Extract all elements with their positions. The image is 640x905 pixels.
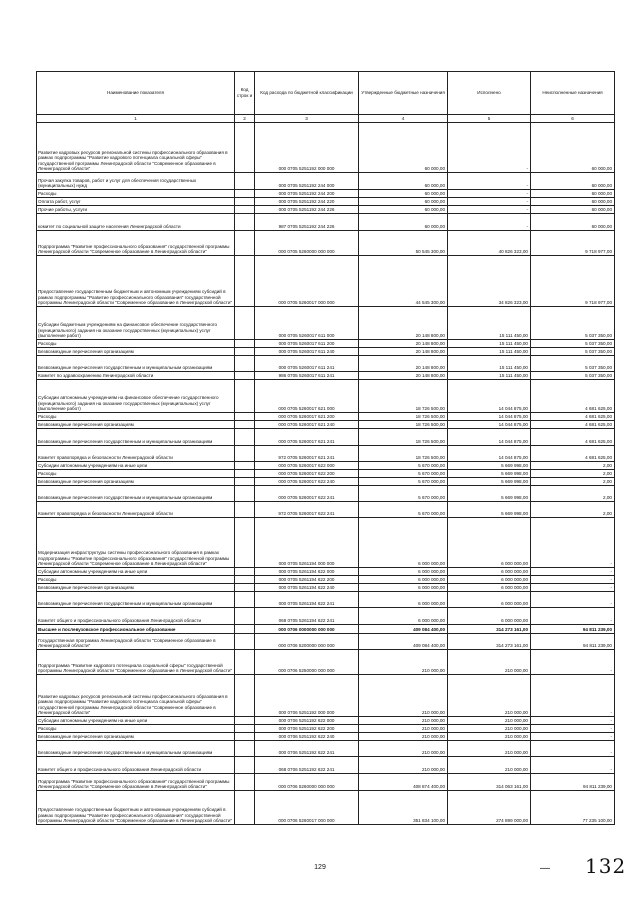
header-row [37, 72, 615, 115]
cell-unexecuted: 60 000,00 [531, 123, 615, 173]
table-row [37, 462, 615, 470]
cell-unexecuted: 2,00 [531, 470, 615, 478]
cell-line-code [235, 774, 255, 791]
table-row [37, 123, 615, 173]
cell-unexecuted: 60 000,00 [531, 190, 615, 198]
cell-budget-code: 000 0705 5261194 622 241 [255, 592, 359, 608]
cell-budget-code: 987 0705 5251192 244 226 [255, 214, 359, 231]
table-row [37, 429, 615, 446]
cell-approved: 409 084 400,00 [359, 634, 448, 650]
cell-indicator-name: Подпрограмма "Развитие профессионального образования" государственной программы Ленинградской области "Современное образование в Ленинградской области" [37, 774, 235, 791]
cell-approved: 6 000 000,00 [359, 518, 448, 568]
cell-budget-code: 000 0705 5261194 622 240 [255, 584, 359, 592]
cell-approved: 44 545 300,00 [359, 256, 448, 307]
table-row [37, 502, 615, 518]
table-row [37, 190, 615, 198]
table-row [37, 774, 615, 791]
cell-budget-code: 000 0705 5261194 000 000 [255, 518, 359, 568]
cell-executed: 14 044 875,00 [448, 421, 531, 429]
cell-approved: 6 000 000,00 [359, 592, 448, 608]
cell-approved: 5 670 000,00 [359, 470, 448, 478]
cell-unexecuted: 60 000,00 [531, 173, 615, 190]
cell-line-code [235, 198, 255, 206]
cell-unexecuted: 77 235 100,00 [531, 791, 615, 825]
table-row [37, 568, 615, 576]
table-row [37, 791, 615, 825]
cell-unexecuted: - [531, 741, 615, 757]
cell-executed: 15 111 450,00 [448, 340, 531, 348]
cell-executed: 6 000 000,00 [448, 576, 531, 584]
cell-approved: 60 000,00 [359, 206, 448, 214]
table-row [37, 725, 615, 733]
table-row [37, 470, 615, 478]
cell-unexecuted: 4 681 625,00 [531, 413, 615, 421]
cell-budget-code: 000 0705 5251192 244 226 [255, 206, 359, 214]
column-number: 5 [448, 115, 531, 123]
cell-budget-code: 000 0706 5251192 000 000 [255, 675, 359, 717]
cell-executed: 5 669 998,00 [448, 502, 531, 518]
cell-approved: 60 000,00 [359, 173, 448, 190]
cell-budget-code: 068 0705 5261194 622 241 [255, 608, 359, 625]
cell-approved: 210 000,00 [359, 741, 448, 757]
cell-executed: 5 669 998,00 [448, 478, 531, 486]
table-row [37, 486, 615, 502]
cell-unexecuted: 5 037 350,00 [531, 340, 615, 348]
cell-line-code [235, 478, 255, 486]
table-row [37, 356, 615, 372]
cell-indicator-name: Безвозмездные перечисления организациям [37, 478, 235, 486]
cell-indicator-name: Расходы [37, 340, 235, 348]
cell-executed: 210 000,00 [448, 675, 531, 717]
cell-approved: 210 000,00 [359, 675, 448, 717]
cell-budget-code: 000 0705 5260017 621 241 [255, 429, 359, 446]
cell-budget-code: 000 0705 5260017 622 241 [255, 486, 359, 502]
cell-approved: 60 000,00 [359, 214, 448, 231]
cell-unexecuted: - [531, 518, 615, 568]
cell-approved: 351 834 100,00 [359, 791, 448, 825]
column-number: 1 [37, 115, 235, 123]
cell-indicator-name: Безвозмездные перечисления организациям [37, 584, 235, 592]
cell-approved: 210 000,00 [359, 725, 448, 733]
cell-executed: - [448, 206, 531, 214]
cell-budget-code: 000 0705 5260017 611 000 [255, 307, 359, 340]
cell-line-code [235, 470, 255, 478]
cell-indicator-name: Развитие кадровых ресурсов региональной системы профессионального образования в рамках подпрограммы "Развитие кадрового потенциала социальной сферы" государственной программы Ленинградской области "Современное образование в Ленинградской области" [37, 675, 235, 717]
cell-unexecuted: 4 681 625,00 [531, 380, 615, 413]
cell-unexecuted: 2,00 [531, 486, 615, 502]
footer-dash: — [540, 863, 550, 874]
cell-indicator-name: Комитет правопорядка и безопасности Ленинградской области [37, 446, 235, 462]
cell-budget-code: 000 0705 5260017 622 200 [255, 470, 359, 478]
cell-line-code [235, 592, 255, 608]
cell-indicator-name: Подпрограмма "Развитие кадрового потенциала социальной сферы" государственной программы Ленинградской области "Современное образование в Ленинградской области" [37, 650, 235, 675]
cell-approved: 18 726 500,00 [359, 413, 448, 421]
cell-approved: 18 726 500,00 [359, 446, 448, 462]
table-row [37, 592, 615, 608]
cell-line-code [235, 173, 255, 190]
cell-line-code [235, 725, 255, 733]
cell-line-code [235, 348, 255, 356]
cell-indicator-name: Модернизация инфраструктуры системы профессионального образования в рамках подпрограммы "Развитие профессионального образования" государственной программы Ленинградской области "Современное образование в Ленинградской области" [37, 518, 235, 568]
cell-unexecuted: 94 811 239,00 [531, 774, 615, 791]
cell-unexecuted: - [531, 576, 615, 584]
table-row [37, 478, 615, 486]
cell-unexecuted: - [531, 717, 615, 725]
table-row [37, 576, 615, 584]
table-row [37, 757, 615, 774]
table-row [37, 741, 615, 757]
cell-budget-code: 000 0706 5260000 000 000 [255, 774, 359, 791]
cell-approved: 18 726 500,00 [359, 380, 448, 413]
cell-unexecuted: 94 811 239,00 [531, 625, 615, 634]
cell-line-code [235, 568, 255, 576]
cell-line-code [235, 650, 255, 675]
cell-approved: 20 148 800,00 [359, 340, 448, 348]
cell-executed: 14 044 875,00 [448, 429, 531, 446]
table-row [37, 206, 615, 214]
cell-executed: 314 273 161,00 [448, 625, 531, 634]
cell-approved: 408 874 400,00 [359, 774, 448, 791]
header-unexecuted: Неисполненные назначения [531, 72, 615, 115]
cell-executed: 40 826 323,00 [448, 231, 531, 256]
table-row [37, 256, 615, 307]
cell-line-code [235, 231, 255, 256]
cell-line-code [235, 502, 255, 518]
cell-budget-code: 000 0705 5251192 000 000 [255, 123, 359, 173]
cell-indicator-name: Предоставление государственным бюджетным и автономным учреждениям субсидий в рамках подпрограммы "Развитие профессионального образования" государственной программы Ленинградской области "Современное образование в Ленинградской области" [37, 256, 235, 307]
cell-indicator-name: Комитет правопорядка и безопасности Ленинградской области [37, 502, 235, 518]
cell-indicator-name: Развитие кадровых ресурсов региональной системы профессионального образования в рамках подпрограммы "Развитие кадрового потенциала социальной сферы" государственной программы Ленинградской области "Современное образование в Ленинградской области" [37, 123, 235, 173]
cell-approved: 409 084 400,00 [359, 625, 448, 634]
cell-line-code [235, 190, 255, 198]
cell-line-code [235, 634, 255, 650]
cell-executed: - [448, 123, 531, 173]
cell-unexecuted: 4 681 625,00 [531, 429, 615, 446]
cell-budget-code: 000 0705 5251192 244 200 [255, 190, 359, 198]
cell-budget-code: 000 0705 5260000 000 000 [255, 231, 359, 256]
cell-line-code [235, 791, 255, 825]
cell-approved: 210 000,00 [359, 757, 448, 774]
cell-unexecuted: 5 037 350,00 [531, 348, 615, 356]
cell-executed: - [448, 198, 531, 206]
table-row [37, 446, 615, 462]
cell-approved: 18 726 500,00 [359, 429, 448, 446]
cell-approved: 18 726 500,00 [359, 421, 448, 429]
cell-budget-code: 000 0706 5251192 622 241 [255, 741, 359, 757]
cell-unexecuted: 94 811 239,00 [531, 634, 615, 650]
cell-executed: 210 000,00 [448, 725, 531, 733]
handwritten-page-number: 132 [585, 854, 627, 878]
cell-unexecuted: 5 037 350,00 [531, 307, 615, 340]
cell-budget-code: 000 0706 0000000 000 000 [255, 625, 359, 634]
column-number: 6 [531, 115, 615, 123]
column-number: 4 [359, 115, 448, 123]
cell-indicator-name: Высшее и послевузовское профессиональное образование [37, 625, 235, 634]
cell-indicator-name: Безвозмездные перечисления организациям [37, 348, 235, 356]
cell-executed: 34 826 323,00 [448, 256, 531, 307]
cell-executed: - [448, 214, 531, 231]
cell-executed: 210 000,00 [448, 650, 531, 675]
cell-budget-code: 000 0705 5251192 244 220 [255, 198, 359, 206]
cell-indicator-name: Прочая закупка товаров, работ и услуг для обеспечения государственных (муниципальных) нужд [37, 173, 235, 190]
cell-unexecuted: - [531, 584, 615, 592]
cell-indicator-name: Безвозмездные перечисления государственным и муниципальным организациям [37, 429, 235, 446]
cell-unexecuted: 4 681 625,00 [531, 421, 615, 429]
cell-budget-code: 000 0705 5260017 622 000 [255, 462, 359, 470]
cell-budget-code: 972 0705 5260017 622 241 [255, 502, 359, 518]
cell-budget-code: 000 0705 5260017 000 000 [255, 256, 359, 307]
cell-approved: 6 000 000,00 [359, 584, 448, 592]
cell-budget-code: 972 0705 5260017 621 241 [255, 446, 359, 462]
table-row [37, 307, 615, 340]
table-row [37, 380, 615, 413]
cell-unexecuted: - [531, 568, 615, 576]
cell-indicator-name: Государственная программа Ленинградской области "Современное образование в Ленинградской области" [37, 634, 235, 650]
header-executed: Исполнено [448, 72, 531, 115]
cell-unexecuted: 60 000,00 [531, 206, 615, 214]
table-row [37, 675, 615, 717]
cell-approved: 60 000,00 [359, 198, 448, 206]
table-row [37, 733, 615, 741]
cell-approved: 6 000 000,00 [359, 608, 448, 625]
cell-line-code [235, 576, 255, 584]
table-row [37, 173, 615, 190]
cell-indicator-name: Субсидии автономным учреждениям на иные цели [37, 717, 235, 725]
cell-executed: 210 000,00 [448, 733, 531, 741]
table-row [37, 421, 615, 429]
cell-indicator-name: Безвозмездные перечисления государственным и муниципальным организациям [37, 356, 235, 372]
cell-unexecuted: 60 000,00 [531, 214, 615, 231]
cell-executed: 6 000 000,00 [448, 608, 531, 625]
cell-line-code [235, 372, 255, 380]
cell-approved: 6 000 000,00 [359, 568, 448, 576]
cell-approved: 210 000,00 [359, 650, 448, 675]
cell-budget-code: 000 0706 5250000 000 000 [255, 650, 359, 675]
cell-executed: 14 044 875,00 [448, 413, 531, 421]
page-number: 129 [314, 864, 326, 871]
cell-executed: 5 669 998,00 [448, 470, 531, 478]
cell-line-code [235, 518, 255, 568]
cell-line-code [235, 256, 255, 307]
table-row [37, 214, 615, 231]
cell-indicator-name: Предоставление государственным бюджетным и автономным учреждениям субсидий в рамках подпрограммы "Развитие профессионального образования" государственной программы Ленинградской области "Современное образование в Ленинградской области" [37, 791, 235, 825]
cell-executed: 15 111 450,00 [448, 307, 531, 340]
cell-unexecuted: 4 681 625,00 [531, 446, 615, 462]
cell-budget-code: 000 0705 5260017 621 240 [255, 421, 359, 429]
table-row [37, 340, 615, 348]
table-row [37, 650, 615, 675]
cell-budget-code: 000 0706 5251192 622 240 [255, 733, 359, 741]
cell-indicator-name: Безвозмездные перечисления организациям [37, 733, 235, 741]
cell-budget-code: 000 0705 5260017 611 200 [255, 340, 359, 348]
cell-executed: 15 111 450,00 [448, 348, 531, 356]
cell-approved: 60 000,00 [359, 190, 448, 198]
cell-executed: 5 669 998,00 [448, 462, 531, 470]
column-number: 2 [235, 115, 255, 123]
cell-approved: 5 670 000,00 [359, 502, 448, 518]
cell-executed: 15 111 450,00 [448, 356, 531, 372]
cell-budget-code: 000 0705 5260017 611 241 [255, 356, 359, 372]
cell-approved: 5 670 000,00 [359, 478, 448, 486]
header-line-code: Код строк и [235, 72, 255, 115]
header-budget-code: Код расхода по бюджетной классификации [255, 72, 359, 115]
cell-unexecuted: - [531, 733, 615, 741]
cell-line-code [235, 608, 255, 625]
cell-executed: 14 044 875,00 [448, 446, 531, 462]
cell-executed: 6 000 000,00 [448, 518, 531, 568]
cell-line-code [235, 340, 255, 348]
table-row [37, 413, 615, 421]
cell-budget-code: 000 0705 5261194 622 200 [255, 576, 359, 584]
cell-executed: 14 044 875,00 [448, 380, 531, 413]
cell-line-code [235, 717, 255, 725]
cell-executed: 6 000 000,00 [448, 584, 531, 592]
cell-unexecuted: 9 718 977,00 [531, 256, 615, 307]
cell-indicator-name: Расходы [37, 413, 235, 421]
cell-approved: 6 000 000,00 [359, 576, 448, 584]
cell-approved: 20 148 800,00 [359, 372, 448, 380]
cell-executed: 6 000 000,00 [448, 568, 531, 576]
cell-line-code [235, 421, 255, 429]
table-row [37, 372, 615, 380]
cell-budget-code: 000 0705 5260017 622 240 [255, 478, 359, 486]
header-indicator-name: Наименование показателя [37, 72, 235, 115]
cell-line-code [235, 214, 255, 231]
cell-indicator-name: Безвозмездные перечисления государственным и муниципальным организациям [37, 592, 235, 608]
table-row [37, 584, 615, 592]
cell-line-code [235, 356, 255, 372]
cell-approved: 210 000,00 [359, 717, 448, 725]
cell-indicator-name: Расходы [37, 576, 235, 584]
cell-indicator-name: Подпрограмма "Развитие профессионального образования" государственной программы Ленинградской области "Современное образование в Ленинградской области" [37, 231, 235, 256]
cell-indicator-name: Комитет по здравоохранению Ленинградской области [37, 372, 235, 380]
cell-budget-code: 000 0706 5200000 000 000 [255, 634, 359, 650]
cell-line-code [235, 446, 255, 462]
cell-budget-code: 000 0706 5251192 622 000 [255, 717, 359, 725]
table-row [37, 231, 615, 256]
column-number: 3 [255, 115, 359, 123]
cell-line-code [235, 380, 255, 413]
cell-approved: 20 148 800,00 [359, 307, 448, 340]
table-row [37, 717, 615, 725]
budget-execution-table [36, 71, 615, 825]
cell-budget-code: 068 0706 5251192 622 241 [255, 757, 359, 774]
cell-line-code [235, 123, 255, 173]
cell-budget-code: 000 0705 5260017 611 240 [255, 348, 359, 356]
cell-indicator-name: Расходы [37, 190, 235, 198]
cell-unexecuted: - [531, 608, 615, 625]
cell-budget-code: 000 0705 5260017 621 200 [255, 413, 359, 421]
cell-budget-code: 986 0705 5260017 611 241 [255, 372, 359, 380]
table-row [37, 348, 615, 356]
table-row [37, 518, 615, 568]
table-row [37, 608, 615, 625]
cell-indicator-name: Безвозмездные перечисления государственным и муниципальным организациям [37, 486, 235, 502]
cell-unexecuted: 9 718 977,00 [531, 231, 615, 256]
cell-approved: 50 545 300,00 [359, 231, 448, 256]
cell-line-code [235, 486, 255, 502]
cell-approved: 210 000,00 [359, 733, 448, 741]
cell-line-code [235, 757, 255, 774]
cell-unexecuted: - [531, 650, 615, 675]
cell-unexecuted: 60 000,00 [531, 198, 615, 206]
cell-indicator-name: Безвозмездные перечисления организациям [37, 421, 235, 429]
cell-line-code [235, 625, 255, 634]
cell-line-code [235, 462, 255, 470]
cell-indicator-name: Безвозмездные перечисления государственным и муниципальным организациям [37, 741, 235, 757]
cell-executed: 314 063 161,00 [448, 774, 531, 791]
cell-budget-code: 000 0705 5251192 244 000 [255, 173, 359, 190]
cell-indicator-name: Комитет общего и профессионального образования Ленинградской области [37, 608, 235, 625]
cell-indicator-name: Комитет общего и профессионального образования Ленинградской области [37, 757, 235, 774]
cell-approved: 60 000,00 [359, 123, 448, 173]
cell-executed: 210 000,00 [448, 741, 531, 757]
cell-unexecuted: - [531, 675, 615, 717]
cell-line-code [235, 675, 255, 717]
cell-budget-code: 000 0706 5260017 000 000 [255, 791, 359, 825]
cell-indicator-name: Расходы [37, 725, 235, 733]
cell-approved: 20 148 800,00 [359, 356, 448, 372]
cell-line-code [235, 206, 255, 214]
table-row [37, 198, 615, 206]
column-number-row [37, 115, 615, 123]
cell-indicator-name: комитет по социальной защите населения Ленинградской области [37, 214, 235, 231]
cell-line-code [235, 429, 255, 446]
cell-budget-code: 000 0705 5261194 622 000 [255, 568, 359, 576]
cell-line-code [235, 307, 255, 340]
cell-executed: - [448, 190, 531, 198]
cell-executed: 210 000,00 [448, 717, 531, 725]
table-row [37, 634, 615, 650]
cell-line-code [235, 741, 255, 757]
cell-executed: 5 669 998,00 [448, 486, 531, 502]
cell-budget-code: 000 0705 5260017 621 000 [255, 380, 359, 413]
cell-unexecuted: - [531, 592, 615, 608]
cell-indicator-name: Субсидии автономным учреждениям на иные цели [37, 462, 235, 470]
cell-line-code [235, 413, 255, 421]
cell-indicator-name: Субсидии автономным учреждениям на иные цели [37, 568, 235, 576]
cell-indicator-name: Субсидии бюджетным учреждениям на финансовое обеспечение государственного (муниципального) задания на оказание государственных (муниципальных) услуг (выполнение работ) [37, 307, 235, 340]
cell-unexecuted: - [531, 757, 615, 774]
cell-indicator-name: Расходы [37, 470, 235, 478]
cell-executed: 274 899 000,00 [448, 791, 531, 825]
cell-unexecuted: 2,00 [531, 462, 615, 470]
cell-approved: 20 148 800,00 [359, 348, 448, 356]
cell-approved: 5 670 000,00 [359, 486, 448, 502]
cell-executed: - [448, 173, 531, 190]
cell-line-code [235, 733, 255, 741]
cell-indicator-name: Субсидии автономным учреждениям на финансовое обеспечение государственного (муниципального) задания на оказание государственных (муниципальных) услуг (выполнение работ) [37, 380, 235, 413]
cell-unexecuted: 5 037 350,00 [531, 372, 615, 380]
cell-unexecuted: 5 037 350,00 [531, 356, 615, 372]
cell-unexecuted: - [531, 725, 615, 733]
cell-executed: 6 000 000,00 [448, 592, 531, 608]
cell-executed: 15 111 450,00 [448, 372, 531, 380]
cell-unexecuted: 2,00 [531, 502, 615, 518]
cell-executed: 314 273 161,00 [448, 634, 531, 650]
cell-budget-code: 000 0706 5251192 622 200 [255, 725, 359, 733]
cell-unexecuted: 2,00 [531, 478, 615, 486]
cell-executed: 210 000,00 [448, 757, 531, 774]
cell-approved: 5 670 000,00 [359, 462, 448, 470]
table-row [37, 625, 615, 634]
cell-line-code [235, 584, 255, 592]
cell-indicator-name: Оплата работ, услуг [37, 198, 235, 206]
header-approved: Утвержденные бюджетные назначения [359, 72, 448, 115]
cell-indicator-name: Прочие работы, услуги [37, 206, 235, 214]
